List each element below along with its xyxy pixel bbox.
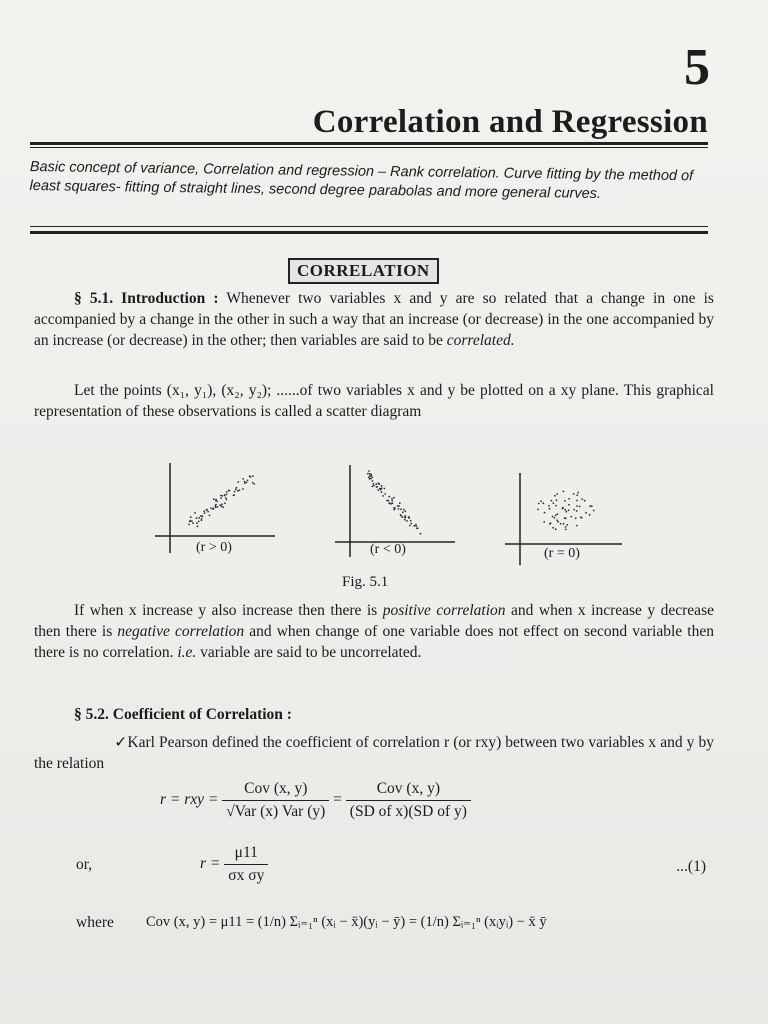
scatter-dot (373, 485, 375, 487)
or-label: or, (76, 856, 93, 873)
scatter-dot (198, 517, 200, 519)
scatter-dot (410, 520, 412, 522)
scatter-dot (563, 491, 565, 493)
scatter-dot (555, 528, 557, 530)
scatter-dot (234, 491, 236, 493)
scatter-dot (192, 522, 194, 524)
scatter-dot (543, 521, 545, 523)
negative-correlation-term: negative correlation (117, 623, 245, 640)
scatter-dot (201, 519, 203, 521)
scatter-dot (402, 516, 404, 518)
scatter-dot (565, 529, 567, 531)
scatter-dot (221, 503, 223, 505)
scatter-dot (190, 516, 192, 518)
scatter-dot (224, 494, 226, 496)
scatter-dot (562, 507, 564, 509)
intro-text: Whenever two variables x and y are so related that a change in one is accompanied by a change in the other in such a way that an increase (or decrease) in the one accompanied by an increase (or decrease) in the other; then variables are said to be (34, 290, 714, 349)
scatter-dot (228, 490, 230, 492)
scatter-dot (579, 506, 581, 508)
scatter-dot (382, 495, 384, 497)
scatter-dot (203, 510, 205, 512)
scatter-dot (399, 502, 401, 504)
scatter-dot (549, 508, 551, 510)
scatter-dot (196, 522, 198, 524)
section-heading-box: CORRELATION (288, 258, 439, 284)
fraction-numerator: μ11 (234, 844, 258, 861)
pearson-text: ✓Karl Pearson defined the coefficient of correlation r (or rxy) between two variables x and y by the relation (34, 734, 714, 772)
scatter-dot (589, 505, 591, 507)
figure-label-zero: (r = 0) (544, 546, 580, 561)
scatter-dot (581, 517, 583, 519)
explain-text-1: If when x increase y also increase then there is (74, 602, 383, 619)
explain-text-4: variable are said to be uncorrelated. (196, 644, 422, 661)
scatter-dot (225, 497, 227, 499)
scatter-dot (381, 485, 383, 487)
scatter-dot (416, 528, 418, 530)
fraction-cov-sd (346, 780, 471, 821)
scatter-dot (563, 523, 565, 525)
scatter-dot (210, 507, 212, 509)
scatter-dot (549, 523, 551, 525)
ie-term: i.e. (177, 644, 197, 661)
scatter-dot (370, 474, 372, 476)
scatter-dot (213, 498, 215, 500)
scatter-dot (585, 512, 587, 514)
coefficient-heading-text: § 5.2. Coefficient of Correlation : (74, 706, 292, 723)
scatter-dot (565, 526, 567, 528)
scatter-dot (215, 506, 217, 508)
scatter-dot (409, 525, 411, 527)
scatter-dot (554, 517, 556, 519)
scatter-dot (252, 482, 254, 484)
where-label: where (76, 914, 114, 931)
scatter-dot (404, 519, 406, 521)
scatter-dot (226, 494, 228, 496)
scatter-dot (384, 488, 386, 490)
scatter-dot (576, 505, 578, 507)
scatter-dot (398, 505, 400, 507)
scatter-dot (591, 505, 593, 507)
scatter-dot (249, 475, 251, 477)
scatter-dot (381, 491, 383, 493)
fraction-cov-var (222, 780, 329, 821)
scatter-dot (576, 525, 578, 527)
scatter-dot (408, 516, 410, 518)
top-rule (30, 142, 708, 145)
scatter-dot (552, 502, 554, 504)
scatter-dot (388, 502, 390, 504)
scatter-dot (554, 495, 556, 497)
chapter-number: 5 (684, 39, 710, 96)
scatter-dot (222, 506, 224, 508)
scatter-dot (226, 499, 228, 501)
scatter-dot (540, 500, 542, 502)
fraction-denominator: σx σy (224, 864, 268, 885)
scatter-dot (589, 514, 591, 516)
scatter-dot (388, 496, 390, 498)
scatter-dot (544, 512, 546, 514)
scatter-dot (197, 526, 199, 528)
scatter-paragraph (34, 380, 714, 422)
scatter-dot (242, 478, 244, 480)
scatter-dot (368, 476, 370, 478)
scatter-dot (247, 480, 249, 482)
scatter-dot (576, 510, 578, 512)
scatter-dot (565, 511, 567, 513)
scatter-dot (552, 527, 554, 529)
scatter-dot (246, 482, 248, 484)
positive-correlation-term: positive correlation (382, 602, 506, 619)
scatter-dot (372, 483, 374, 485)
intro-term: correlated. (446, 332, 515, 349)
scatter-dot (576, 494, 578, 496)
scatter-dot (415, 525, 417, 527)
correlation-types-paragraph (34, 600, 714, 663)
scatter-dot (573, 509, 575, 511)
coefficient-heading (34, 704, 714, 725)
scatter-dot (220, 495, 222, 497)
scatter-dot (557, 513, 559, 515)
scatter-dot (420, 533, 422, 535)
scatter-dot (552, 516, 554, 518)
scatter-dot (215, 504, 217, 506)
scatter-dot (564, 517, 566, 519)
fraction-denominator: (SD of x)(SD of y) (346, 800, 471, 821)
equation-lhs: r = rxy = (160, 791, 219, 809)
scatter-dot (237, 490, 239, 492)
scatter-dot (375, 483, 377, 485)
scatter-dot (367, 473, 369, 475)
scatter-dot (239, 489, 241, 491)
fraction-denominator: √Var (x) Var (y) (222, 800, 329, 821)
covariance-definition: Cov (x, y) = μ11 = (1/n) Σᵢ₌₁ⁿ (xᵢ − x̄)(yᵢ − ȳ) = (1/n) Σᵢ₌₁ⁿ (xᵢyᵢ) − x̄ ȳ (146, 914, 547, 930)
scatter-dot (221, 505, 223, 507)
scatter-dot (581, 498, 583, 500)
scatter-dot (209, 515, 211, 517)
scatter-dot (378, 483, 380, 485)
explain-text-2: and when x increase y decrease then there is (34, 602, 714, 640)
scatter-dot (564, 500, 566, 502)
scatter-dot (551, 500, 553, 502)
intro-heading: § 5.1. Introduction : (74, 290, 219, 307)
pearson-equation (160, 780, 471, 821)
scatter-dot (542, 502, 544, 504)
scatter-dot (376, 486, 378, 488)
scatter-dot (201, 516, 203, 518)
scatter-dot (573, 493, 575, 495)
scatter-dot (220, 497, 222, 499)
scatter-dot (368, 470, 370, 472)
r-equals: r = (200, 855, 221, 873)
scatter-dot (188, 524, 190, 526)
fraction-numerator: Cov (x, y) (244, 780, 308, 797)
equals-sign: = (333, 791, 342, 809)
equation-number: ...(1) (676, 858, 706, 875)
scatter-dot (404, 515, 406, 517)
scatter-dot (577, 492, 579, 494)
scatter-dot (538, 503, 540, 505)
scatter-dot (392, 502, 394, 504)
moment-equation (200, 844, 268, 885)
figure-caption: Fig. 5.1 (342, 574, 389, 590)
scatter-dot (233, 494, 235, 496)
scatter-dot (410, 523, 412, 525)
scatter-dot (252, 475, 254, 477)
scatter-dot (242, 488, 244, 490)
scatter-dot (237, 481, 239, 483)
scatter-dot (575, 517, 577, 519)
figure-label-negative: (r < 0) (370, 542, 406, 557)
scatter-dot (196, 517, 198, 519)
scatter-dot (584, 500, 586, 502)
scatter-dot (413, 525, 415, 527)
figure-label-positive: (r > 0) (196, 540, 232, 555)
scatter-dot (398, 508, 400, 510)
scatter-dot (391, 500, 393, 502)
scatter-dot (555, 514, 557, 516)
scatter-dot (556, 519, 558, 521)
scatter-dot (537, 509, 539, 511)
scatter-dot (206, 509, 208, 511)
scatter-dot (557, 521, 559, 523)
scatter-dot (415, 524, 417, 526)
scatter-dot (400, 508, 402, 510)
syllabus-text: Basic concept of variance, Correlation and regression – Rank correlation. Curve fitting by the method of least squares- fitting of straight lines, second degree parabolas and more general curves. (29, 158, 694, 202)
scatter-dot (226, 491, 228, 493)
scatter-dot (402, 511, 404, 513)
scatter-dot (548, 505, 550, 507)
scatter-dot (253, 483, 255, 485)
scatter-dot (189, 520, 191, 522)
scatter-dot (406, 520, 408, 522)
scatter-text: Let the points (x₁, y₁), (x₂, y₂); ......of two variables x and y be plotted on a xy plane. This graphical representation of these observations is called a scatter diagram (34, 382, 714, 420)
scatter-dot (191, 520, 193, 522)
scatter-dot (393, 497, 395, 499)
scatter-dot (394, 508, 396, 510)
scatter-dot (377, 489, 379, 491)
scatter-dot (568, 509, 570, 511)
scatter-dot (560, 523, 562, 525)
scatter-dot (194, 512, 196, 514)
intro-paragraph (34, 288, 714, 351)
scatter-dot (372, 480, 374, 482)
scatter-dot (207, 511, 209, 513)
syllabus-rule (30, 231, 708, 234)
scatter-dot (215, 500, 217, 502)
scatter-dot (204, 512, 206, 514)
scatter-dot (371, 477, 373, 479)
scatter-dot (212, 508, 214, 510)
pearson-paragraph (34, 732, 714, 774)
scatter-dot (564, 509, 566, 511)
scatter-dot (224, 502, 226, 504)
scatter-dot (217, 506, 219, 508)
scatter-dot (391, 498, 393, 500)
scatter-dot (566, 524, 568, 526)
explain-text-3: and when change of one variable does not effect on second variable then there is no correlation. (34, 623, 714, 661)
scatter-dot (386, 500, 388, 502)
scatter-dot (381, 487, 383, 489)
fraction-mu-sigma (224, 844, 268, 885)
scatter-dot (384, 493, 386, 495)
scatter-dot (244, 482, 246, 484)
scatter-dot (570, 516, 572, 518)
scatter-dot (372, 486, 374, 488)
scatter-dot (576, 500, 578, 502)
scatter-dot (556, 499, 558, 501)
scatter-dot (235, 489, 237, 491)
scatter-dot (568, 504, 570, 506)
scatter-dot (555, 505, 557, 507)
scatter-dot (593, 510, 595, 512)
scatter-dot (568, 498, 570, 500)
scatter-dot (236, 487, 238, 489)
fraction-numerator: Cov (x, y) (376, 780, 440, 797)
scatter-dot (556, 493, 558, 495)
scatter-dot (404, 510, 406, 512)
scatter-dot (198, 521, 200, 523)
scatter-dot (370, 478, 372, 480)
chapter-title: Correlation and Regression (312, 104, 708, 140)
scatter-dot (403, 509, 405, 511)
syllabus-rule-thin (30, 226, 708, 227)
top-rule-thin (30, 147, 708, 148)
